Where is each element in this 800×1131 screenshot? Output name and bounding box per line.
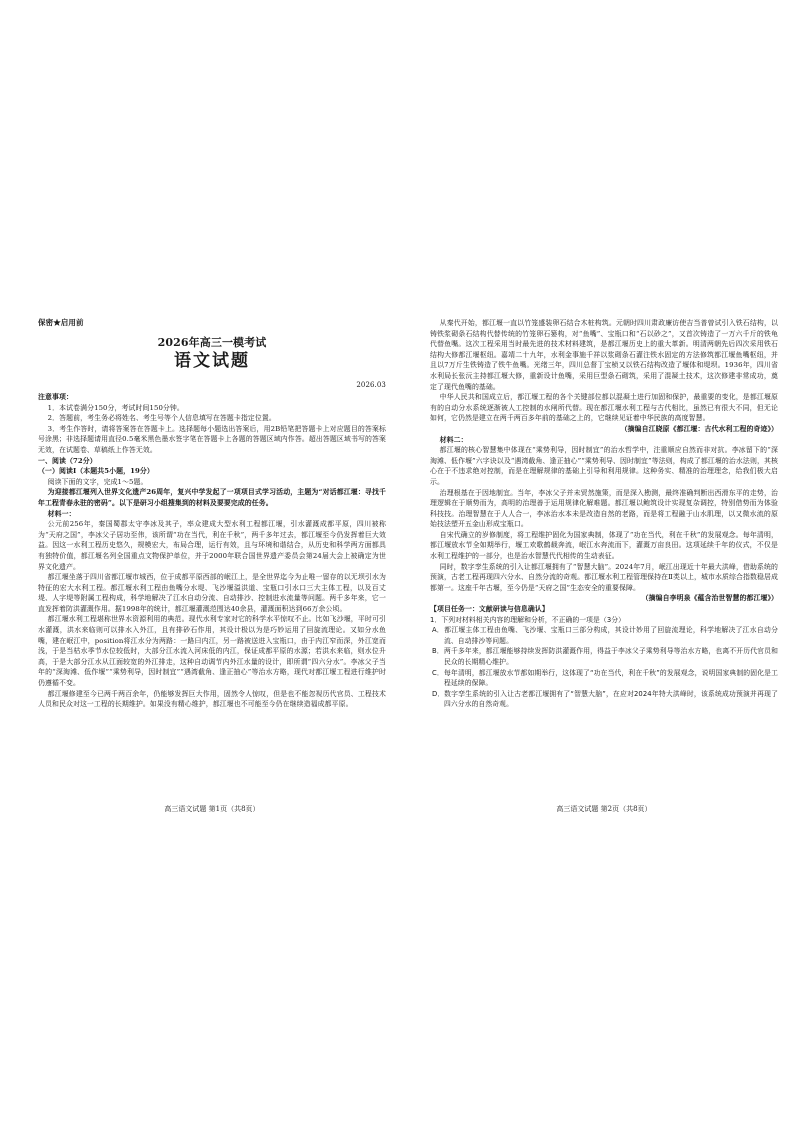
material-1-paragraph: 中华人民共和国成立后，都江堰工程的各个关键部位都以混凝土进行加固和保护，最重要的变化，是都江堰原有的自动分水系统逐渐被人工控制的水闸所代替。现在都江堰水利工程与古代相比，虽然已有很大不同，但无论如何，它仍然是建立在两千两百多年前的基础之上的，它继续见证着中华民族的高度智慧。 [430, 393, 778, 423]
option-text: 都江堰主体工程由鱼嘴、飞沙堰、宝瓶口三部分构成，其设计妙用了回旋流理论，科学地解决了江水自动分流、自动排沙等问题。 [444, 626, 778, 645]
material-1-paragraph: 都江堰水利工程堪称世界水资源利用的典范。现代水利专家对它的科学水平惊叹不止。比如飞沙堰，平时可引水灌溉，洪水来临则可以排水入外江，且有排砂石作用，其设计极以为是巧妙运用了回旋流理论。又如分水鱼嘴，建在岷江中，position将江水分为两路：一路曰内江，另一路被送进入宝瓶口，由于内江窄而深，外江宽而浅，于是当枯水季节水位较低时，大部分江水流入河床低的内江，保证成都平原的水源；若洪水来临，则水位升高，于是大部分江水从江面较宽的外江排走，这种自动调节内外江水量的设计，即所谓“四六分水”。李冰父子当年的“深淘滩、低作堰”“乘势利导，因时制宜”“遇湾截角、逢正抽心”等治水方略，现代对都江堰工程进行维护时仍遵循不变。 [38, 615, 386, 688]
option-a[interactable] [430, 625, 778, 646]
option-label: A． [432, 626, 444, 635]
notes-title: 注意事项： [38, 393, 73, 401]
option-text: 两千多年来，都江堰能够持续发挥防洪灌溉作用，得益于李冰父子乘势利导等治水方略，也离不开历代官员和民众的长期精心维护。 [444, 647, 778, 666]
subsection-title: （一）阅读Ⅰ（本题共5小题，19分） [38, 467, 154, 476]
question-1: 1．下列对材料相关内容的理解和分析，不正确的一项是（3分） [430, 615, 626, 624]
material-1-paragraph: 从秦代开始，都江堰一直以竹笼盛装卵石结合木桩构筑。元朝时四川肃政廉访使吉当普曾试引入铁石结构，以铸铁浆砌条石结构代替传统的竹笼卵石篓构，对“鱼嘴”、宝瓶口和“石以砂之”，又首次铸造了一万六千斤的铁龟代替鱼嘴。这次工程采用当时最先进的技术材料建筑，是都江堰历史上的重大革新。明清两朝先后四次采用铁石结构大修都江堰枢纽。嘉靖二十九年，水利金事施千祥以浆砌条石灌注铁水固定的方法修筑都江堰鱼嘴枢纽，并且以7万斤生铁铸造了铁牛鱼嘴。光绪三年，四川总督丁宝桢又以铁石结构改造了堰体和堤坝。1936年，四川省水利局长张沅主持都江堰大修，重新设计鱼嘴，采用巨型条石砌筑，采用了混凝土技术，这次修建非常成功，奠定了现代鱼嘴的基础。 [430, 319, 778, 391]
subject-title: 语文试题 [174, 351, 250, 371]
page-footer-right: 高三语文试题 第2页（共8页） [556, 805, 652, 813]
option-label: C． [432, 668, 444, 677]
material-2-paragraph: 同时，数字孪生系统的引入让都江堰拥有了“智慧大脑”。2024年7月，岷江出现近十年最大洪峰，借助系统的预演，古老工程再现四六分水、自然分流的奇观。都江堰水利工程管理保持在Ⅱ类以上，城市水质综合指数稳居成都第一。这座千年古堰，至今仍是“天府之国”生态安全的重要保障。 [430, 562, 778, 592]
note-item: 1．本试卷满分150分，考试时间150分钟。 [47, 403, 184, 412]
page-footer-left: 高三语文试题 第1页（共8页） [164, 805, 260, 813]
option-text: 每年清明，都江堰放水节都如期举行，这体现了“功在当代，利在千秋”的发展观念，说明国家典制的固化是工程延续的保障。 [444, 668, 778, 688]
note-item: 3．考生作答时，请将答案答在答题卡上。选择题每小题选出答案后，用2B铅笔把答题卡上对应题目的答案标号涂黑；非选择题请用直径0.5毫米黑色墨水签字笔在答题卡上各题的答题区域内作答。超出答题区域书写的答案无效，在试题卷、草稿纸上作答无效。 [38, 424, 386, 454]
option-label: D． [432, 689, 445, 698]
section-title: 一、阅读（72分） [38, 456, 97, 465]
right-body [430, 318, 778, 710]
option-text: 数字孪生系统的引入让古老都江堰拥有了“智慧大脑”，在应对2024年特大洪峰时，该系统成功预演并再现了四六分水的自然奇观。 [444, 689, 778, 709]
option-c[interactable] [430, 668, 778, 689]
source-citation: （摘编自李明泉《蕴含治世智慧的都江堰》） [641, 594, 778, 603]
confidential-mark: 保密★启用前 [38, 318, 84, 327]
exam-date: 2026.03 [356, 381, 386, 389]
material-1-paragraph: 都江堰坐落于四川省都江堰市城西，位于成都平原西部的岷江上，是全世界迄今为止唯一留存的以无坝引水为特征的宏大水利工程。都江堰水利工程由鱼嘴分水堤、飞沙堰溢洪道、宝瓶口引水口三大主体工程，以及百丈堤、人字堤等附属工程构成，科学地解决了江水自动分流、自动排沙、控制进水流量等问题。两千多年来，它一直发挥着防洪灌溉作用。据1998年的统计，都江堰灌溉范围达40余县，灌溉面积达到66万余公顷。 [38, 573, 386, 613]
reading-instruction: 阅读下面的文字，完成1～5题。 [47, 477, 148, 486]
material-1-paragraph: 公元前256年，秦国蜀郡太守李冰及其子，率众建成大型水利工程都江堰，引水灌溉成都平原，四川被称为“天府之国”，李冰父子居功至伟，该所谓“功在当代，利在千秋”，两千多年过去，都江堰至今仍发挥着巨大效益。因这一水利工程历史悠久，规模宏大，布局合理，运行有效，且与环境和谐结合，从历史和科学两方面都具有独特价值，都江堰名列全国重点文物保护单位，并于2000年联合国世界遗产委员会第24届大会上被确定为世界文化遗产。 [38, 520, 386, 571]
left-body [38, 392, 386, 710]
material-1-paragraph: 都江堰修建至今已两千两百余年，仍能够发挥巨大作用，固然令人惊叹，但是也不能忽视历代官员、工程技术人员和民众对这一工程的长期维护。如果没有精心维护，都江堰也不可能至今仍在继续造福成都平原。 [38, 689, 386, 709]
material-1-title: 材料一： [47, 509, 76, 518]
option-b[interactable] [430, 646, 778, 667]
material-2-title: 材料二： [439, 435, 468, 444]
material-2-paragraph: 自宋代确立的岁修制度，将工程维护固化为国家典制，体现了“功在当代，利在千秋”的发展观念。每年清明，都江堰放水节全如期举行，堰工欢歌鹤载奔流，岷江水奔流而下，灌溉万亩良田。这项延续千年的仪式，不仅是水利工程维护的一部分，也是治水智慧代代相传的生动表征。 [430, 530, 778, 561]
exam-title: 2026年高三一模考试 [157, 336, 267, 349]
material-2-paragraph: 都江堰的核心智慧集中体现在“乘势利导，因时制宜”的治水哲学中，注重顺应自然而非对抗。李冰留下的“深淘滩、低作堰”六字诀以及“遇湾截角、逢正抽心”“乘势利导、因时制宜”等法则，构成了都江堰的治水法则，其核心在于不违求绝对控制，而是在理解规律的基础上引导和利用规律。这种务实、精准的治理理念，给我们极大启示。 [430, 446, 778, 486]
note-item: 2．答题前，考生务必将姓名、考生号等个人信息填写在答题卡指定位置。 [47, 414, 276, 423]
material-2-paragraph: 治理根基在于因地制宜。当年，李冰父子并未贸然施策，而是深入勘测，最终准确判断出西滑东平的走势，治理逻辑在于顺势而为，高明的治理善于运用规律化解难题。都江堰以鲍筑设计实现复杂调控，特别借势而为体验科技技。治理智慧在于人人合一，李冰治水本未是改造自然的老路，而是将工程融于山水肌理，以又微水流的原始技法塑开五金山形成宝瓶口。 [430, 488, 778, 529]
intro-paragraph: 为迎接都江堰列入世界文化遗产26周年，复兴中学发起了一项项目式学习活动，主题为“对话都江堰：寻找千年工程青春永驻的密码”。以下是研习小组搜集到的材料及要要完成的任务。 [38, 488, 386, 507]
option-label: B． [432, 647, 444, 656]
option-d[interactable] [430, 689, 778, 710]
project-task-title: 【项目任务一：文献研读与信息确认】 [430, 605, 549, 614]
exam-sheet [38, 318, 778, 818]
source-citation: （摘编自江晓原《都江堰：古代水利工程的奇迹》） [620, 424, 778, 433]
